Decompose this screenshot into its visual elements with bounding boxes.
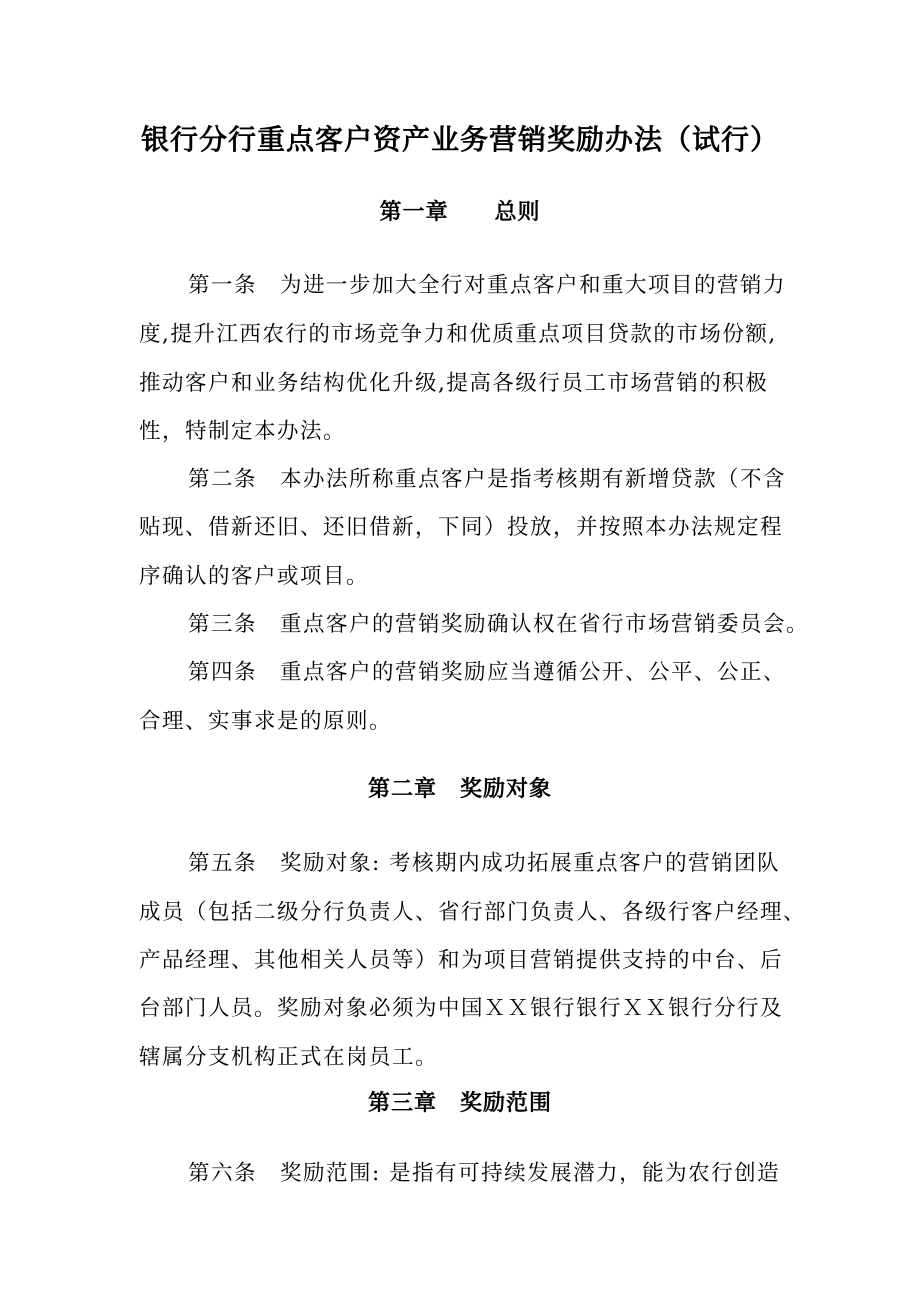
article-3-line-1: 第三条 重点客户的营销奖励确认权在省行市场营销委员会。	[188, 612, 810, 637]
article-2-line-2: 贴现、借新还旧、还旧借新，下同）投放，并按照本办法规定程	[139, 515, 784, 540]
article-5-line-4: 台部门人员。奖励对象必须为中国ＸＸ银行银行ＸＸ银行分行及	[139, 996, 784, 1021]
article-5-line-5: 辖属分支机构正式在岗员工。	[139, 1045, 439, 1070]
document-title: 银行分行重点客户资产业务营销奖励办法（试行）	[140, 123, 779, 156]
article-2-line-3: 序确认的客户或项目。	[139, 564, 370, 589]
article-1-line-2: 度,提升江西农行的市场竞争力和优质重点项目贷款的市场份额,	[139, 322, 777, 347]
article-4-line-1: 第四条 重点客户的营销奖励应当遵循公开、公平、公正、	[188, 660, 787, 685]
article-5-line-1: 第五条 奖励对象: 考核期内成功拓展重点客户的营销团队	[188, 851, 781, 876]
article-1-line-3: 推动客户和业务结构优化升级,提高各级行员工市场营销的积极	[139, 371, 769, 396]
chapter-heading-1: 第一章 总则	[379, 200, 541, 225]
article-1-line-4: 性，特制定本办法。	[139, 419, 347, 444]
article-6-line-1: 第六条 奖励范围: 是指有可持续发展潜力，能为农行创造	[188, 1161, 781, 1186]
article-5-line-3: 产品经理、其他相关人员等）和为项目营销提供支持的中台、后	[139, 948, 784, 973]
chapter-heading-3: 第三章 奖励范围	[367, 1091, 552, 1116]
article-5-line-2: 成员（包括二级分行负责人、省行部门负责人、各级行客户经理、	[139, 900, 807, 925]
article-2-line-1: 第二条 本办法所称重点客户是指考核期有新增贷款（不含	[188, 467, 787, 492]
article-1-line-1: 第一条 为进一步加大全行对重点客户和重大项目的营销力	[188, 273, 787, 298]
article-4-line-2: 合理、实事求是的原则。	[139, 709, 393, 734]
chapter-heading-2: 第二章 奖励对象	[367, 777, 552, 802]
